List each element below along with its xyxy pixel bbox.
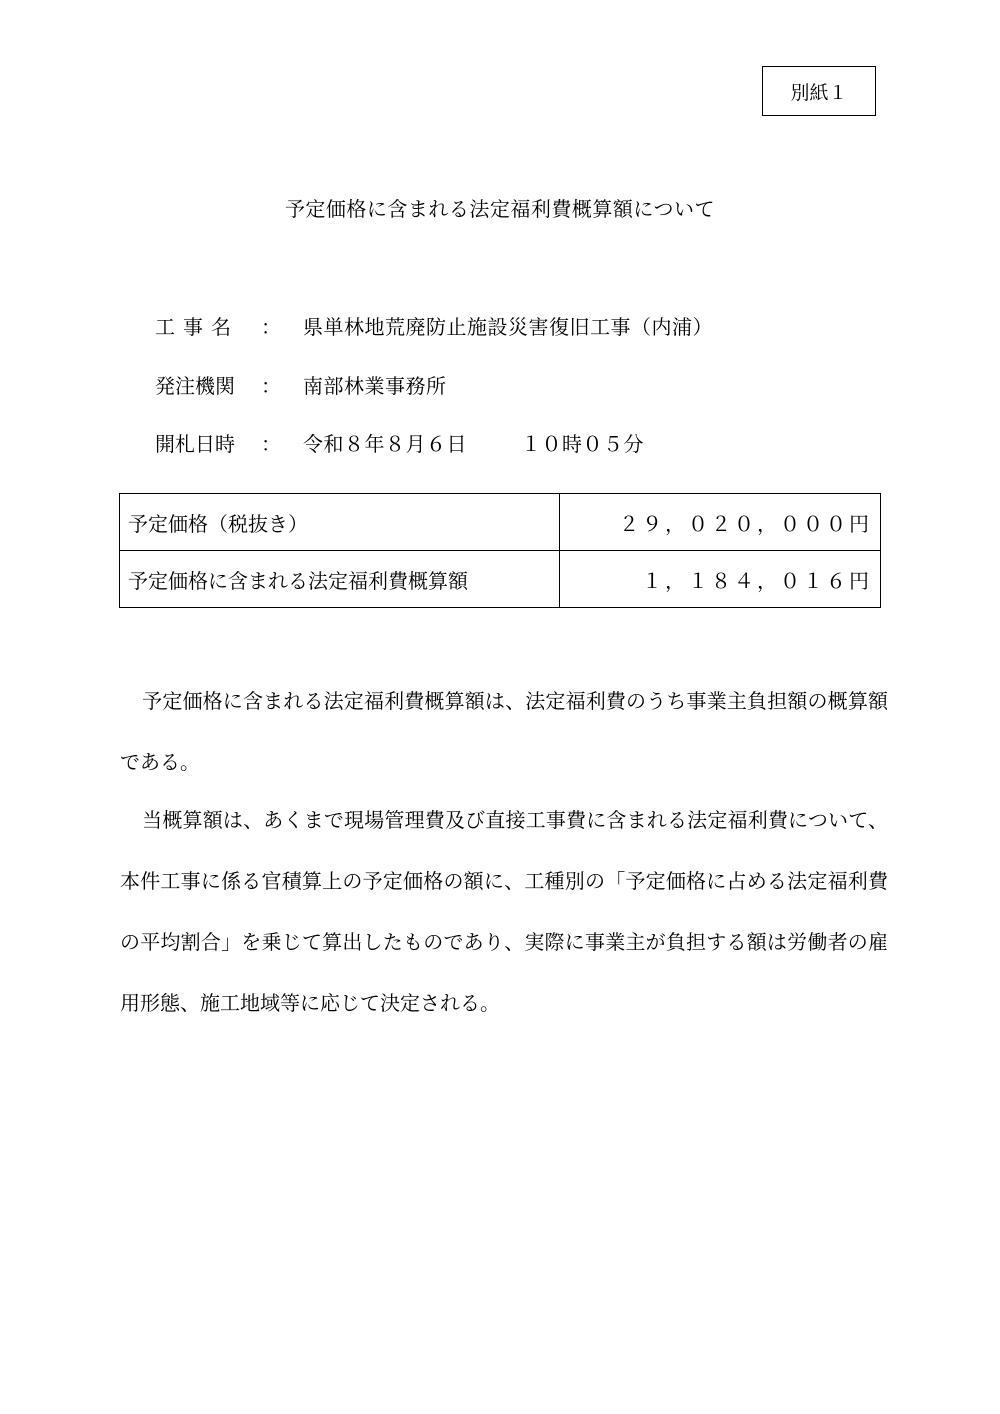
paragraph-2-text: 当概算額は、あくまで現場管理費及び直接工事費に含まれる法定福利費について、本件工事に係る官積算上の予定価格の額に、工種別の「予定価格に占める法定福利費の平均割合」を乗じて算出したものであり、実際に事業主が負担する額は労働者の雇用形態、施工地域等に応じて決定される。 <box>120 808 888 1015</box>
paragraph-1-text: 予定価格に含まれる法定福利費概算額は、法定福利費のうち事業主負担額の概算額である。 <box>120 689 888 774</box>
info-row-opening-datetime <box>155 427 644 457</box>
opening-datetime-label: 開札日時 <box>155 431 235 456</box>
opening-time-value: １０時０５分 <box>521 431 644 456</box>
colon: ： <box>261 314 281 339</box>
colon: ： <box>261 373 281 398</box>
construction-name-label: 工事名 <box>155 314 239 339</box>
price-table <box>119 493 881 608</box>
info-row-construction-name <box>155 310 713 340</box>
planned-price-value: ２９，０２０，０００円 <box>560 494 881 551</box>
info-row-ordering-org <box>155 369 447 399</box>
opening-date-value: 令和８年８月６日 <box>303 431 467 456</box>
appendix-label: 別紙１ <box>762 66 876 116</box>
welfare-cost-value: １，１８４，０１６円 <box>560 551 881 608</box>
paragraph-1 <box>120 671 888 793</box>
document-title: 予定価格に含まれる法定福利費概算額について <box>284 197 716 221</box>
ordering-org-label: 発注機関 <box>155 373 235 398</box>
table-row <box>120 494 881 551</box>
paragraph-2 <box>120 790 888 1034</box>
table-row <box>120 551 881 608</box>
construction-name-value: 県単林地荒廃防止施設災害復旧工事（内浦） <box>303 314 713 339</box>
colon: ： <box>261 431 281 456</box>
ordering-org-value: 南部林業事務所 <box>303 373 447 398</box>
welfare-cost-label: 予定価格に含まれる法定福利費概算額 <box>120 551 560 608</box>
planned-price-label: 予定価格（税抜き） <box>120 494 560 551</box>
